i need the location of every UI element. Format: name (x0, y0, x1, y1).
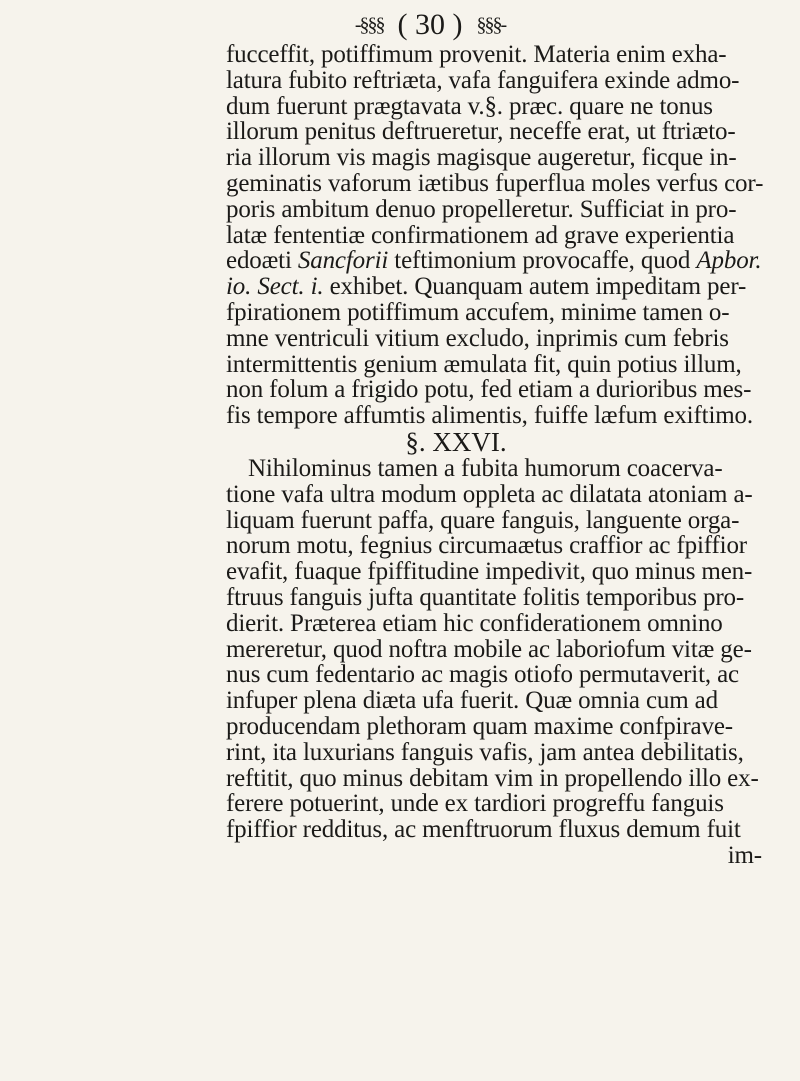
paragraph-2 (226, 456, 786, 843)
text-line: infuper plena diæta ufa fuerit. Quæ omnia cum ad (226, 687, 718, 715)
text-line: fis tempore affumtis alimentis, fuiffe læfum exiftimo. (226, 402, 753, 430)
text-line: norum motu, fegnius circumaætus craffior ac fpiffior (226, 532, 747, 560)
text-line: fucceffit, potiffimum provenit. Materia enim exha- (226, 41, 727, 68)
page-header (280, 6, 580, 44)
text-line: dum fuerunt prægtavata v.§. præc. quare ne tonus (226, 92, 713, 120)
text-line: ftruus fanguis jufta quantitate folitis temporibus pro- (226, 583, 745, 611)
page-number: ( 30 ) (397, 8, 463, 41)
text-line: rint, ita luxurians fanguis vafis, jam antea debilitatis, (226, 738, 744, 766)
text-line: liquam fuerunt paffa, quare fanguis, languente orga- (226, 506, 740, 534)
text-line: non folum a frigido potu, fed etiam a durioribus mes- (226, 376, 752, 404)
text-line: poris ambitum denuo propelleretur. Sufficiat in pro- (226, 195, 737, 223)
text-line: edoæti Sancforii teftimonium provocaffe, quod Apbor. (226, 247, 762, 275)
citation: Apbor. (696, 247, 762, 275)
text-line: ria illorum vis magis magisque augeretur, ficque in- (226, 144, 737, 172)
text-line: tione vafa ultra modum oppleta ac dilatata atoniam a- (226, 480, 753, 508)
header-ornament-right: §§§- (476, 13, 506, 36)
paragraph-1 (226, 42, 786, 429)
text-line: evafit, fuaque fpiffitudine impedivit, quo minus men- (226, 558, 753, 586)
text-line: ferere potuerint, unde ex tardiori progreffu fanguis (226, 790, 724, 818)
citation: io. Sect. i. (226, 273, 324, 301)
text-line: producendam plethoram quam maxime confpirave- (226, 712, 733, 740)
text-line: Nihilominus tamen a fubita humorum coacerva- (248, 454, 723, 482)
text-line: latura fubito reftriæta, vafa fanguifera exinde admo- (226, 66, 740, 94)
section-heading: §. XXVI. (405, 426, 507, 457)
text-line: latæ fententiæ confirmationem ad grave experientia (226, 221, 735, 249)
text-line: io. Sect. i. exhibet. Quanquam autem impeditam per- (226, 273, 747, 301)
text-line: mne ventriculi vitium excludo, inprimis cum febris (226, 324, 729, 352)
text-line: reftitit, quo minus debitam vim in propellendo illo ex- (226, 764, 759, 792)
text-block (226, 42, 786, 869)
text-line: geminatis vaforum iætibus fuperflua moles verfus cor- (226, 169, 764, 197)
header-ornament-left: -§§§ (354, 13, 384, 36)
text-line: fpirationem potiffimum accufem, minime tamen o- (226, 298, 730, 326)
text-line: mereretur, quod noftra mobile ac laboriofum vitæ ge- (226, 635, 752, 663)
catchword: im- (727, 841, 762, 869)
text-line: dierit. Præterea etiam hic confiderationem omnino (226, 609, 723, 637)
text-line: fpiffior redditus, ac menftruorum fluxus demum fuit (226, 816, 741, 844)
text-line: intermittentis genium æmulata fit, quin potius illum, (226, 350, 742, 378)
text-line: illorum penitus deftrueretur, neceffe erat, ut ftriæto- (226, 118, 736, 146)
text-line: nus cum fedentario ac magis otiofo permutaverit, ac (226, 661, 739, 689)
author-name: Sancforii (297, 247, 389, 275)
